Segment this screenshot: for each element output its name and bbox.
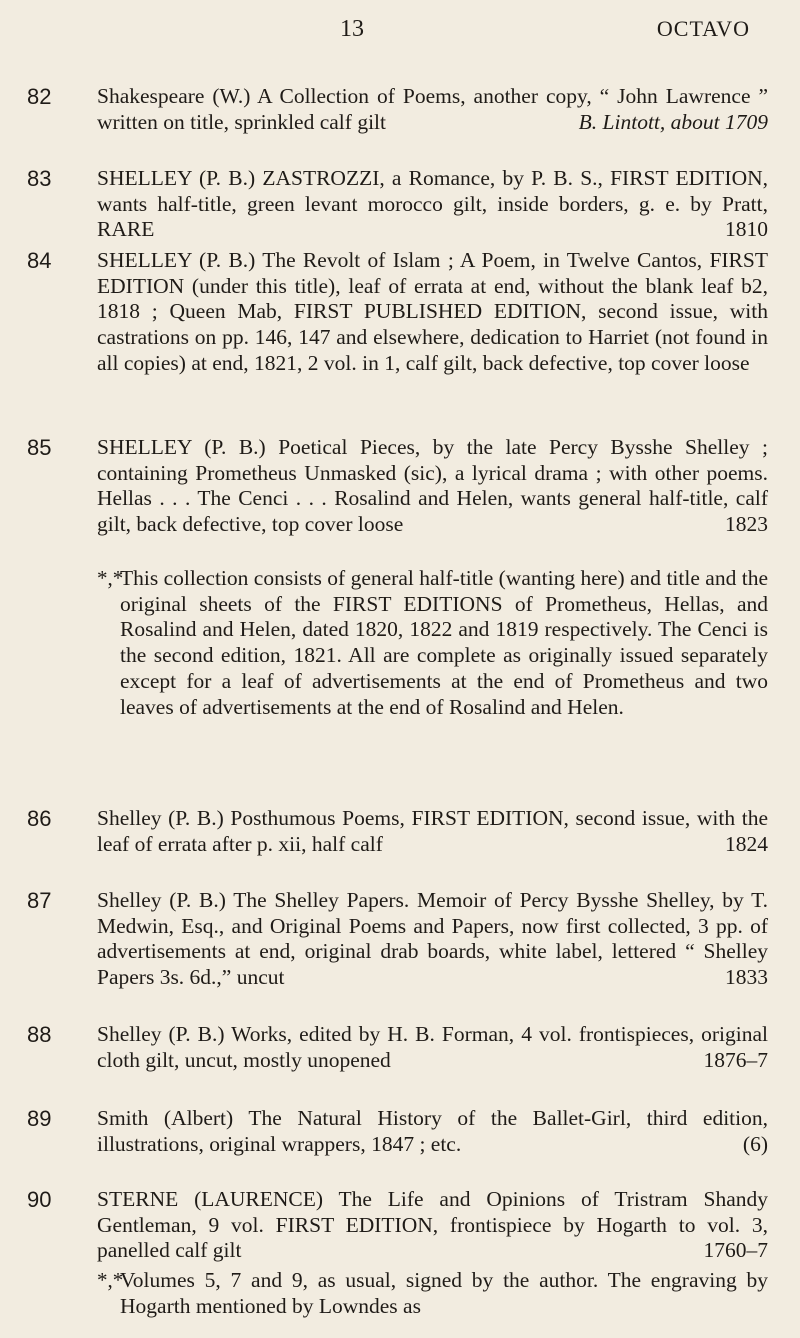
lot-entry-85	[0, 435, 800, 538]
lot-number: 90	[27, 1187, 52, 1212]
lot-date: (6)	[742, 1131, 768, 1156]
lot-number: 89	[27, 1106, 52, 1131]
lot-description	[97, 84, 768, 135]
page-number: 13	[340, 16, 364, 42]
lot-description	[97, 248, 768, 377]
lot-number: 87	[27, 888, 52, 913]
lot-description	[97, 888, 768, 991]
lot-entry-83	[0, 166, 800, 243]
lot-number: 85	[27, 435, 52, 460]
lot-text: STERNE (LAURENCE) The Life and Opinions of Tristram Shandy Gentleman, 9 vol. FIRST EDITION, frontispiece by Hogarth to vol. 3, panelled calf gilt	[97, 1187, 768, 1263]
lot-entry-84	[0, 248, 800, 377]
lot-date: 1823	[725, 512, 768, 537]
lot-number: 86	[27, 806, 52, 831]
lot-description	[97, 166, 768, 243]
lot-note-85	[0, 566, 800, 720]
lot-description	[97, 1022, 768, 1073]
note-marker: *,*	[97, 1268, 124, 1292]
lot-text: Shelley (P. B.) The Shelley Papers. Memoir of Percy Bysshe Shelley, by T. Medwin, Esq., and Original Poems and Papers, now first collected, 3 pp. of advertisements at end, original drab boards, white label, lettered “ Shelley Papers 3s. 6d.,” uncut	[97, 888, 768, 990]
lot-date: B. Lintott, about 1709	[578, 109, 768, 134]
lot-entry-82	[0, 84, 800, 135]
lot-date: 1760–7	[703, 1238, 768, 1263]
lot-text: Shelley (P. B.) Works, edited by H. B. Forman, 4 vol. frontispieces, original cloth gilt, uncut, mostly unopened	[97, 1022, 768, 1072]
note-text: Volumes 5, 7 and 9, as usual, signed by the author. The engraving by Hogarth mentioned by Lowndes as	[120, 1268, 768, 1318]
lot-description	[97, 1187, 768, 1264]
lot-date: 1833	[725, 965, 768, 990]
lot-text: Smith (Albert) The Natural History of the Ballet-Girl, third edition, illustrations, original wrappers, 1847 ; etc.	[97, 1106, 768, 1156]
lot-text: SHELLEY (P. B.) The Revolt of Islam ; A Poem, in Twelve Cantos, FIRST EDITION (under this title), leaf of errata at end, without the blank leaf b2, 1818 ; Queen Mab, FIRST PUBLISHED EDITION, second issue, with castrations on pp. 146, 147 and elsewhere, dedication to Harriet (not found in all copies) at end, 1821, 2 vol. in 1, calf gilt, back defective, top cover loose	[97, 248, 768, 375]
lot-description	[97, 435, 768, 538]
lot-entry-87	[0, 888, 800, 991]
note-text: This collection consists of general half-title (wanting here) and title and the original sheets of the FIRST EDITIONS of Prometheus, Hellas, and Rosalind and Helen, dated 1820, 1822 and 1819 respectively. The Cenci is the second edition, 1821. All are complete as originally issued separately except for a leaf of advertisements at the end of Prometheus and two leaves of advertisements at the end of Rosalind and Helen.	[120, 566, 768, 719]
lot-description	[97, 806, 768, 857]
lot-text: SHELLEY (P. B.) Poetical Pieces, by the late Percy Bysshe Shelley ; containing Prometheus Unmasked (sic), a lyrical drama ; with other poems. Hellas . . . The Cenci . . . Rosalind and Helen, wants general half-title, calf gilt, back defective, top cover loose	[97, 435, 768, 537]
page-header	[0, 16, 800, 46]
lot-date: 1824	[725, 831, 768, 856]
lot-number: 82	[27, 84, 52, 109]
lot-note-90	[0, 1268, 800, 1319]
lot-entry-86	[0, 806, 800, 857]
lot-description	[97, 1106, 768, 1157]
running-title: OCTAVO	[656, 16, 750, 41]
lot-entry-88	[0, 1022, 800, 1073]
lot-text: Shakespeare (W.) A Collection of Poems, another copy, “ John Lawrence ” written on title, sprinkled calf gilt	[97, 84, 768, 134]
lot-text: Shelley (P. B.) Posthumous Poems, FIRST EDITION, second issue, with the leaf of errata after p. xii, half calf	[97, 806, 768, 856]
lot-number: 83	[27, 166, 52, 191]
lot-text: SHELLEY (P. B.) ZASTROZZI, a Romance, by P. B. S., FIRST EDITION, wants half-title, green levant morocco gilt, inside borders, g. e. by Pratt, RARE	[97, 166, 768, 242]
lot-entry-89	[0, 1106, 800, 1157]
lot-date: 1810	[725, 217, 768, 242]
lot-entry-90	[0, 1187, 800, 1264]
lot-number: 84	[27, 248, 52, 273]
lot-date: 1876–7	[703, 1047, 768, 1072]
lot-number: 88	[27, 1022, 52, 1047]
note-marker: *,*	[97, 566, 124, 590]
